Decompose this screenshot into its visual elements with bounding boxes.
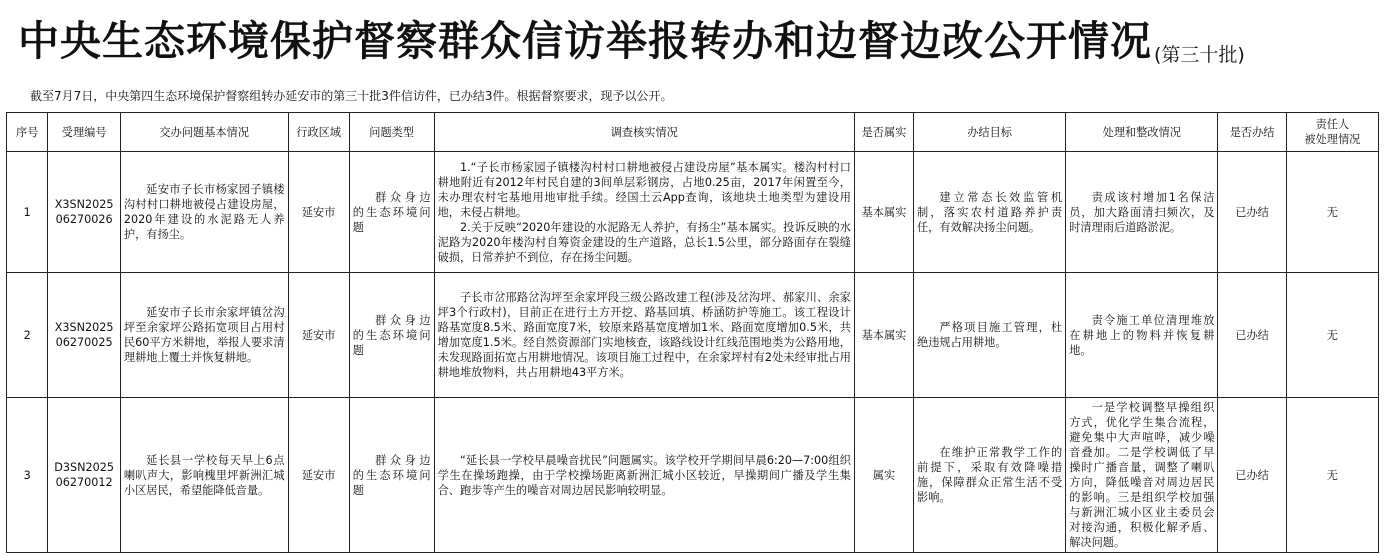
row-code: D3SN2025 06270012: [48, 398, 120, 553]
row-type: 群众身边的生态环境问题: [349, 152, 434, 273]
row-issue: 延安市子长市余家坪镇岔沟坪至余家坪公路拓宽项目占用村民60平方米耕地，举报人要求清理耕地上覆土并恢复耕地。: [120, 273, 288, 398]
row-goal: 建立常态长效监管机制，落实农村道路养护责任，有效解决扬尘问题。: [914, 152, 1066, 273]
row-no: 3: [7, 398, 48, 553]
row-investigation: 子长市岔邢路岔沟坪至余家坪段三级公路改建工程(涉及岔沟坪、郝家川、余家坪3个行政村)，目前正在进行土方开挖、路基回填、桥涵防护等施工。该工程设计路基宽度8.5米、路面宽度7米，较原来路基宽度增加1米、路面宽度增加0.5米，共增加宽度1.5米。经自然资源部门实地核查，该路线设计红线范围地类为公路用地，未发现路面拓宽占用耕地情况。该项目施工过程中，在余家坪村有2处未经审批占用耕地堆放物料，共占用耕地43平方米。: [434, 273, 854, 398]
row-region: 延安市: [288, 273, 349, 398]
row-rectification: 责令施工单位清理堆放在耕地上的物料并恢复耕地。: [1066, 273, 1218, 398]
row-closed: 已办结: [1218, 152, 1286, 273]
col-header-region: 行政区域: [288, 113, 349, 152]
col-header-code: 受理编号: [48, 113, 120, 152]
header-line: 被处理情况: [1304, 133, 1361, 146]
row-code: X3SN2025 06270025: [48, 273, 120, 398]
batch-label: (第三十批): [1154, 44, 1245, 66]
row-penalty: 无: [1286, 152, 1378, 273]
table-row: [7, 273, 1379, 398]
header-line: 责任人: [1315, 118, 1350, 131]
page-title: 中央生态环境保护督察群众信访举报转办和边督边改公开情况: [18, 17, 1152, 65]
paragraph: 1.“子长市杨家园子镇楼沟村村口耕地被侵占建设房屋”基本属实。楼沟村村口耕地附近有2012年村民自建的3间单层彩钢房，占地0.25亩，2017年闲置至今，未办理农村宅基地用地审批手续。经国土云App查询，该地块土地类型为建设用地，未侵占耕地。: [437, 160, 851, 219]
row-no: 1: [7, 152, 48, 273]
row-goal: 严格项目施工管理，杜绝违规占用耕地。: [914, 273, 1066, 398]
row-type: 群众身边的生态环境问题: [349, 398, 434, 553]
col-header-type: 问题类型: [349, 113, 434, 152]
row-closed: 已办结: [1218, 398, 1286, 553]
table-row: [7, 398, 1379, 553]
row-rectification: 责成该村增加1名保洁员，加大路面清扫频次，及时清理雨后道路淤泥。: [1066, 152, 1218, 273]
row-no: 2: [7, 273, 48, 398]
col-header-rectification: 处理和整改情况: [1066, 113, 1218, 152]
row-verified: 基本属实: [854, 273, 913, 398]
row-goal: 在维护正常教学工作的前提下，采取有效降噪措施，保障群众正常生活不受影响。: [914, 398, 1066, 553]
row-closed: 已办结: [1218, 273, 1286, 398]
report-table: [6, 112, 1379, 553]
paragraph: 2.关于反映“2020年建设的水泥路无人养护，有扬尘”基本属实。投诉反映的水泥路为2020年楼沟村自筹资金建设的生产道路，总长1.5公里，部分路面存在裂缝破损，日常养护不到位，存在扬尘问题。: [437, 220, 851, 264]
row-penalty: 无: [1286, 398, 1378, 553]
row-penalty: 无: [1286, 273, 1378, 398]
row-type: 群众身边的生态环境问题: [349, 273, 434, 398]
row-region: 延安市: [288, 152, 349, 273]
col-header-investigation: 调查核实情况: [434, 113, 854, 152]
page-headline: [18, 8, 1388, 70]
col-header-issue: 交办问题基本情况: [120, 113, 288, 152]
col-header-goal: 办结目标: [914, 113, 1066, 152]
table-row: [7, 152, 1379, 273]
col-header-penalty-text: [1290, 117, 1375, 147]
col-header-verified: 是否属实: [854, 113, 913, 152]
col-header-closed: 是否办结: [1218, 113, 1286, 152]
col-header-no: 序号: [7, 113, 48, 152]
table-header-row: [7, 113, 1379, 152]
col-header-penalty: [1286, 113, 1378, 152]
row-verified: 基本属实: [854, 152, 913, 273]
row-region: 延安市: [288, 398, 349, 553]
row-verified: 属实: [854, 398, 913, 553]
intro-text: 截至7月7日，中央第四生态环境保护督察组转办延安市的第三十批3件信访件，已办结3件。根据督察要求，现予以公开。: [30, 89, 673, 103]
row-code: X3SN2025 06270026: [48, 152, 120, 273]
row-investigation: “延长县一学校早晨噪音扰民”问题属实。该学校开学期间早晨6:20—7:00组织学生在操场跑操，由于学校操场距离新洲汇城小区较近，早操期间广播及学生集合、跑步等产生的噪音对周边居民影响较明显。: [434, 398, 854, 553]
row-issue: 延安市子长市杨家园子镇楼沟村村口耕地被侵占建设房屋，2020年建设的水泥路无人养护，有扬尘。: [120, 152, 288, 273]
row-investigation: [434, 152, 854, 273]
row-rectification: 一是学校调整早操组织方式，优化学生集合流程，避免集中大声喧哗，减少噪音叠加。二是学校调低了早操时广播音量，调整了喇叭方向，降低噪音对周边居民的影响。三是组织学校加强与新洲汇城小区业主委员会对接沟通，积极化解矛盾、解决问题。: [1066, 398, 1218, 553]
row-issue: 延长县一学校每天早上6点喇叭声大，影响槐里坪新洲汇城小区居民，希望能降低音量。: [120, 398, 288, 553]
